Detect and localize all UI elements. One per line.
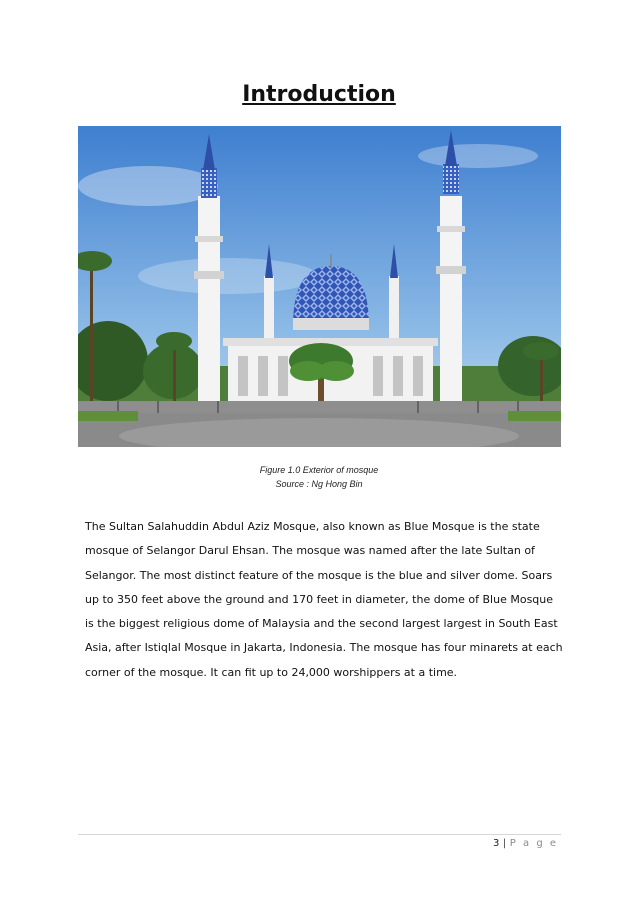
mosque-figure xyxy=(78,126,561,447)
page-label: P a g e xyxy=(509,838,558,849)
page-title: Introduction xyxy=(242,82,396,107)
figure-source: Source : Ng Hong Bin xyxy=(275,479,363,489)
mosque-photo xyxy=(78,126,561,447)
figure-caption: Figure 1.0 Exterior of mosque xyxy=(259,465,379,475)
footer-divider xyxy=(78,834,561,835)
page-footer xyxy=(493,838,558,849)
body-paragraph: The Sultan Salahuddin Abdul Aziz Mosque, also known as Blue Mosque is the state mosque of Selangor Darul Ehsan. The mosque was named after the late Sultan of Selangor. The most distinct feature of the mosque is the blue and silver dome. Soars up to 350 feet above the ground and 170 feet in diameter, the dome of Blue Mosque is the biggest religious dome of Malaysia and the second largest largest in South East Asia, after Istiqlal Mosque in Jakarta, Indonesia. The mosque has four minarets at each corner of the mosque. It can fit up to 24,000 worshippers at a time. xyxy=(85,520,563,679)
page-number: 3 xyxy=(493,838,500,849)
footer-separator: | xyxy=(502,838,507,849)
